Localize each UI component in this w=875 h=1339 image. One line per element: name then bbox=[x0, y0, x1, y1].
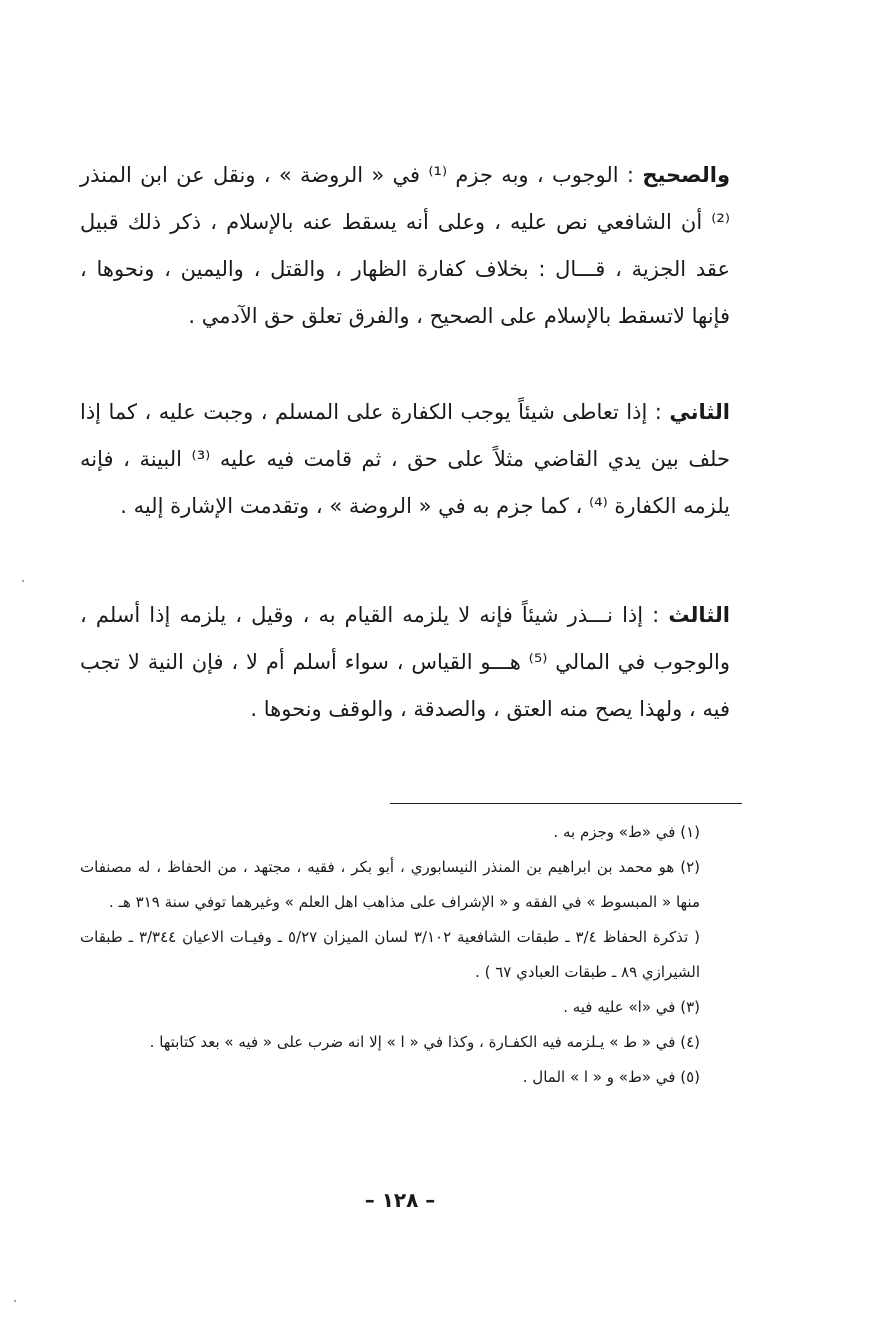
paragraph-lead-word: والصحيح bbox=[642, 163, 730, 187]
footnote: (٥) في «ط» و « ا » المال . bbox=[522, 1068, 700, 1086]
footnote: (٢) هو محمد بن ابراهيم بن المنذر النيسابوري ، أبو بكر ، فقيه ، مجتهد ، من الحفاظ ، له مصنفات منها « المبسوط » في الفقه و « الإشراف على مذاهب اهل العلم » وغيرهما توفي سنة ٣١٩ هـ . bbox=[80, 858, 700, 911]
paragraph-second bbox=[80, 389, 730, 530]
page-number: – ١٢٨ – bbox=[364, 1188, 436, 1212]
footnote: ( تذكرة الحفاظ ٣/٤ ـ طبقات الشافعية ٣/١٠٢ لسان الميزان ٥/٢٧ ـ وفيـات الاعيان ٣/٣٤٤ ـ طبقات الشيرازي ٨٩ ـ طبقات العبادي ٦٧ ) . bbox=[80, 928, 700, 981]
scan-speck bbox=[22, 580, 24, 582]
paragraph-lead-word: الثاني bbox=[669, 400, 731, 424]
footnote: (١) في «ط» وجزم به . bbox=[553, 823, 700, 841]
paragraph bbox=[80, 152, 730, 340]
paragraph-text: : إذا تعاطى شيئاً يوجب الكفارة على المسلم ، وجبت عليه ، كما إذا حلف بين يدي القاضي مثلاً على حق ، ثم قامت فيه عليه ⁽³⁾ البينة ، فإنه يلزمه الكفارة ⁽⁴⁾ ، كما جزم به في « الروضة » ، وتقدمت الإشارة إليه . bbox=[80, 400, 730, 518]
paragraph bbox=[80, 592, 730, 733]
footnote: (٣) في «ا» عليه فيه . bbox=[563, 998, 700, 1016]
paragraph-correct-view bbox=[80, 152, 730, 340]
paragraph-text: : إذا نـــذر شيئاً فإنه لا يلزمه القيام به ، وقيل ، يلزمه إذا أسلم ، والوجوب في المالي ⁽⁵⁾ هـــو القياس ، سواء أسلم أم لا ، فإن النية لا تجب فيه ، ولهذا يصح منه العتق ، والصدقة ، والوقف ونحوها . bbox=[80, 603, 730, 721]
scan-speck bbox=[14, 1300, 16, 1302]
footnote-separator bbox=[390, 803, 742, 804]
paragraph-text: : الوجوب ، وبه جزم ⁽¹⁾ في « الروضة » ، ونقل عن ابن المنذر ⁽²⁾ أن الشافعي نص عليه ، وعلى أنه يسقط عنه بالإسلام ، ذكر ذلك قبيل عقد الجزية ، قـــال : بخلاف كفارة الظهار ، والقتل ، واليمين ، ونحوها ، فإنها لاتسقط بالإسلام على الصحيح ، والفرق تعلق حق الآدمي . bbox=[80, 163, 730, 328]
paragraph-third bbox=[80, 592, 730, 733]
paragraph-lead-word: الثالث bbox=[668, 603, 730, 627]
footnote: (٤) في « ط » يـلزمه فيه الكفـارة ، وكذا في « ا » إلا انه ضرب على « فيه » بعد كتابتها . bbox=[149, 1033, 700, 1051]
paragraph bbox=[80, 389, 730, 530]
footnotes bbox=[80, 815, 730, 1095]
